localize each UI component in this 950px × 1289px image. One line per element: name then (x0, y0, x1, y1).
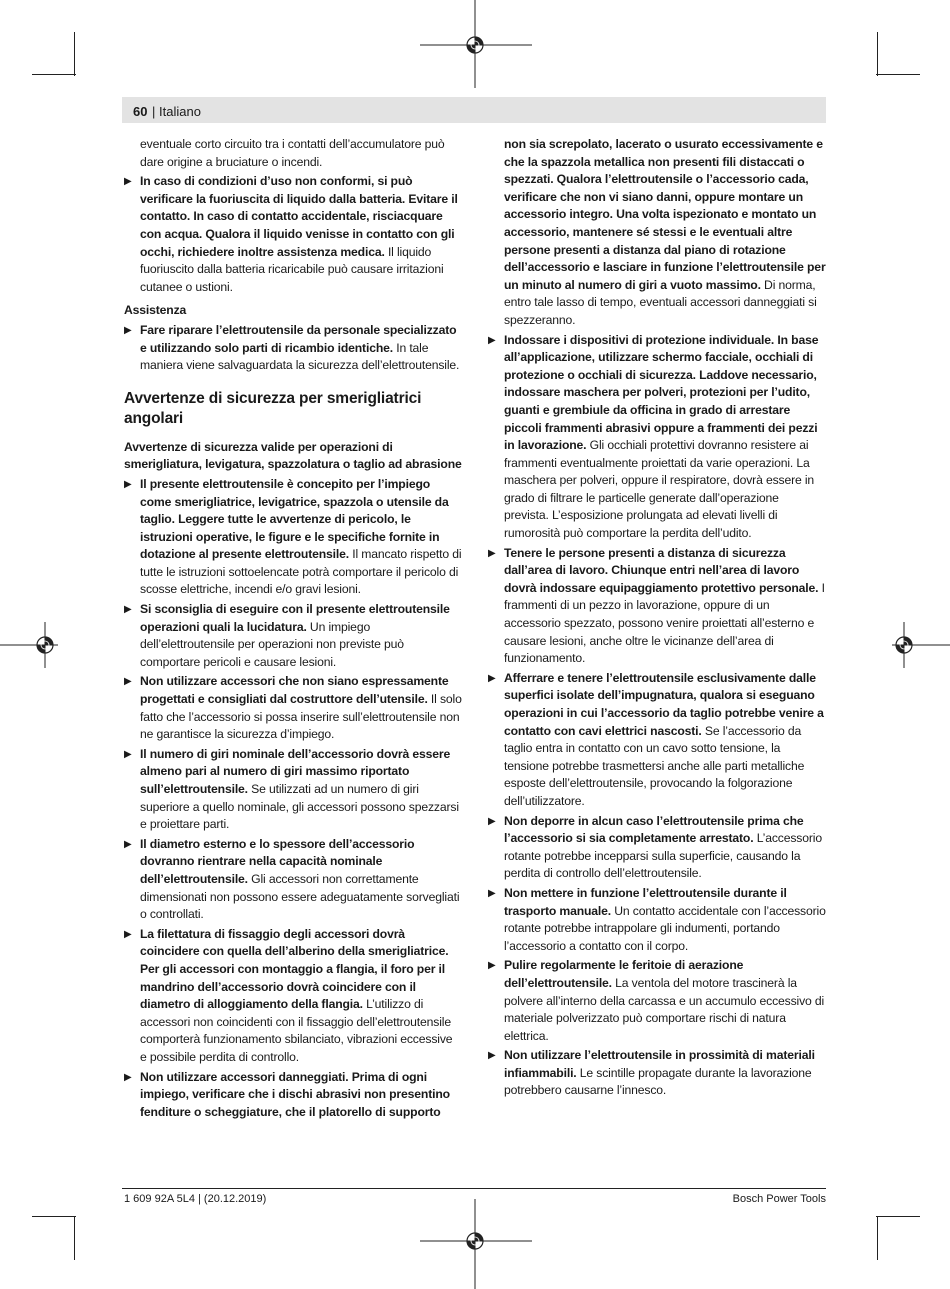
item-bold-text: Afferrare e tenere l’elettroutensile esclusivamente dalle superfici isolate dell’impugnatura, qualora si eseguano operazioni in cui l’accessorio da taglio potrebbe venire a contatto con cavi elettrici nascosti. (504, 670, 824, 738)
bullet-triangle-icon: ▶ (488, 672, 496, 684)
item-text: Gli accessori non correttamente dimensionati non possono essere adeguatamente sorvegliati o controllati. (140, 871, 460, 922)
item-text: Un contatto accidentale con l’accessorio rotante potrebbe intrappolare gli indumenti, portando l’accessorio a contatto con il corpo. (504, 903, 826, 953)
continued-text: eventuale corto circuito tra i contatti dell’accumulatore può dare origine a bruciature o incendi. (140, 137, 445, 169)
crop-mark (877, 32, 878, 76)
item-text: I frammenti di un pezzo in lavorazione, oppure di un accessorio spezzato, possono venire proiettati all’esterno e causare lesioni, anche oltre le vicinanze dell’area di funzionamento. (504, 580, 825, 666)
list-item (488, 1047, 826, 1100)
left-column (124, 136, 462, 1123)
bullet-triangle-icon: ▶ (124, 676, 132, 688)
list-item (488, 545, 826, 668)
bullet-triangle-icon: ▶ (488, 815, 496, 827)
item-text: Gli occhiali protettivi dovranno resistere ai frammenti eventualmente proiettati da varie operazioni. La maschera per polveri, oppure il respiratore, dovrà essere in grado di filtrare le particelle generate dall’operazione prevista. L’esposizione prolungata ad elevati livelli di rumorosità può comportare la perdita dell’udito. (504, 438, 815, 541)
item-bold-text: Il numero di giri nominale dell’accessorio dovrà essere almeno pari al numero di giri massimo riportato sull’elettroutensile. (140, 746, 451, 796)
item-bold-text: Indossare i dispositivi di protezione individuale. In base all’applicazione, utilizzare schermo facciale, occhiali di protezione o occhiali di sicurezza. Laddove necessario, indossare maschera per polveri, protezioni per l’udito, guanti e grembiule da officina in grado di arrestare piccoli frammenti abrasivi oppure a frammenti dei pezzi in lavorazione. (504, 332, 819, 453)
list-item (124, 476, 462, 599)
item-bold-text: Pulire regolarmente le feritoie di aerazione dell’elettroutensile. (504, 958, 744, 990)
item-bold-text: Non utilizzare accessori danneggiati. Prima di ogni impiego, verificare che i dischi abrasivi non presentino fenditure o scheggiature, che il platorello di supporto (140, 1069, 450, 1119)
bullet-triangle-icon: ▶ (488, 1050, 496, 1062)
bullet-triangle-icon: ▶ (124, 604, 132, 616)
crop-mark (74, 1216, 75, 1260)
item-text: In tale maniera viene salvaguardata la sicurezza dell’elettroutensile. (140, 340, 460, 373)
item-bold-text: In caso di condizioni d’uso non conformi, si può verificare la fuoriuscita di liquido dalla batteria. Evitare il contatto. In caso di contatto accidentale, risciacquare con acqua. Qualora il liquido venisse in contatto con gli occhi, richiedere inoltre assistenza medica. (140, 174, 458, 259)
bullet-triangle-icon: ▶ (488, 887, 496, 899)
header-language: Italiano (159, 104, 201, 119)
list-item (124, 673, 462, 743)
bullet-triangle-icon: ▶ (124, 1071, 132, 1083)
continued-plain-text: Di norma, entro tale lasso di tempo, eventuali accessori danneggiati si spezzeranno. (504, 277, 817, 327)
list-item (488, 670, 826, 811)
crop-mark (32, 1216, 76, 1217)
item-text: Se l’accessorio da taglio entra in contatto con un cavo sotto tensione, la tensione potrebbe trasmettersi anche alle parti metalliche esposte dell’elettroutensile, provocando la folgorazione dell’utilizzatore. (504, 723, 805, 808)
item-text: L’utilizzo di accessori non coincidenti con il fissaggio dell’elettroutensile comporterà funzionamento sbilanciato, vibrazioni eccessive e possibile perdita di controllo. (140, 997, 453, 1064)
list-item (124, 322, 462, 375)
page-header-bar (122, 97, 826, 123)
item-text: L’accessorio rotante potrebbe incepparsi sulla superficie, causando la perdita di controllo dell’elettroutensile. (504, 831, 822, 881)
continued-text (488, 136, 826, 330)
section-subheading: Avvertenze di sicurezza valide per operazioni di smerigliatura, levigatura, spazzolatura o taglio ad abrasione (124, 439, 462, 472)
bullet-triangle-icon: ▶ (124, 176, 132, 188)
list-item (488, 957, 826, 1045)
list-item (124, 836, 462, 924)
bullet-triangle-icon: ▶ (124, 478, 132, 490)
crop-mark (877, 1216, 878, 1260)
item-text: Le scintille propagate durante la lavorazione potrebbero causarne l’innesco. (504, 1065, 812, 1098)
item-bold-text: Non utilizzare accessori che non siano espressamente progettati e consigliati dal costruttore dell’utensile. (140, 674, 449, 707)
section-heading: Avvertenze di sicurezza per smerigliatrici angolari (124, 389, 422, 427)
item-text: La ventola del motore trascinerà la polvere all’interno della carcassa e un accumulo eccessivo di materiale polverizzato può comportare rischi di natura elettrica. (504, 975, 825, 1043)
registration-mark-icon (420, 1199, 532, 1289)
item-bold-text: Non mettere in funzione l’elettroutensile durante il trasporto manuale. (504, 885, 787, 918)
item-bold-text: Tenere le persone presenti a distanza di sicurezza dall’area di lavoro. Chiunque entri nell’area di lavoro dovrà indossare equipaggiamento protettivo personale. (504, 545, 819, 595)
footer-doc-code: 1 609 92A 5L4 | (20.12.2019) (124, 1193, 267, 1205)
bullet-triangle-icon: ▶ (124, 748, 132, 760)
list-item (124, 173, 462, 296)
registration-mark-icon (0, 620, 58, 670)
registration-mark-icon (420, 0, 532, 90)
bullet-triangle-icon: ▶ (488, 334, 496, 346)
list-item (488, 332, 826, 543)
bullet-triangle-icon: ▶ (124, 838, 132, 850)
item-bold-text: Il presente elettroutensile è concepito per l’impiego come smerigliatrice, levigatrice, spazzola o utensile da taglio. Leggere tutte le avvertenze di pericolo, le istruzioni operative, le figure e le specifiche fornite in dotazione al presente elettroutensile. (140, 476, 449, 562)
item-bold-text: Non utilizzare l’elettroutensile in prossimità di materiali infiammabili. (504, 1048, 815, 1080)
list-item (124, 601, 462, 671)
bullet-triangle-icon: ▶ (124, 928, 132, 940)
item-bold-text: Fare riparare l’elettroutensile da personale specializzato e utilizzando solo parti di ricambio identiche. (140, 322, 457, 355)
crop-mark (74, 32, 75, 76)
registration-mark-icon (892, 620, 950, 670)
list-item (124, 926, 462, 1067)
item-bold-text: Si sconsiglia di eseguire con il presente elettroutensile operazioni quali la lucidatura. (140, 602, 450, 634)
item-text: Il solo fatto che l’accessorio si possa inserire sull’elettroutensile non ne garantisce la sicurezza d’impiego. (140, 692, 462, 742)
item-text: Se utilizzati ad un numero di giri superiore a quello nominale, gli accessori possono spezzarsi e proiettare parti. (140, 782, 459, 832)
item-text: Un impiego dell’elettroutensile per operazioni non previste può comportare pericoli e causare lesioni. (140, 619, 404, 669)
section-subheading: Assistenza (124, 303, 187, 318)
right-column (488, 136, 826, 1102)
list-item (488, 813, 826, 883)
list-item (124, 746, 462, 834)
header-separator: | (152, 104, 156, 119)
item-text: Il liquido fuoriuscito dalla batteria ricaricabile può causare irritazioni cutanee o ustioni. (140, 244, 444, 294)
list-item (488, 885, 826, 955)
item-bold-text: Il diametro esterno e lo spessore dell’accessorio dovranno rientrare nella capacità nominale dell’elettroutensile. (140, 836, 415, 886)
page-number: 60 (133, 104, 148, 119)
bullet-triangle-icon: ▶ (488, 960, 496, 972)
crop-mark (876, 74, 920, 75)
item-bold-text: La filettatura di fissaggio degli accessori dovrà coincidere con quella dell’alberino della smerigliatrice. Per gli accessori con montaggio a flangia, il foro per il mandrino dell’accessorio dovrà coincidere con il diametro di alloggiamento della flangia. (140, 926, 449, 1012)
item-text: Il mancato rispetto di tutte le istruzioni sottoelencate potrà comportare il pericolo di scosse elettriche, incendi e/o gravi lesioni. (140, 547, 462, 597)
bullet-triangle-icon: ▶ (124, 324, 132, 336)
footer-rule (122, 1188, 826, 1189)
continued-bold-text: non sia screpolato, lacerato o usurato eccessivamente e che la spazzola metallica non presenti fili distaccati o spezzati. Qualora l’elettroutensile o l’accessorio cada, verificare che non vi siano danni, oppure montare un accessorio integro. Una volta ispezionato e montato un accessorio, mantenere sé stessi e le eventuali altre persone presenti a distanza dal piano di rotazione dell’accessorio e lasciare in funzione l’elettroutensile per un minuto al numero di giri a vuoto massimo. (504, 137, 826, 292)
bullet-triangle-icon: ▶ (488, 547, 496, 559)
crop-mark (32, 74, 76, 75)
footer-brand: Bosch Power Tools (732, 1193, 826, 1205)
item-bold-text: Non deporre in alcun caso l’elettroutensile prima che l’accessorio si sia completamente arrestato. (504, 813, 804, 846)
list-item (124, 1069, 462, 1122)
crop-mark (876, 1216, 920, 1217)
